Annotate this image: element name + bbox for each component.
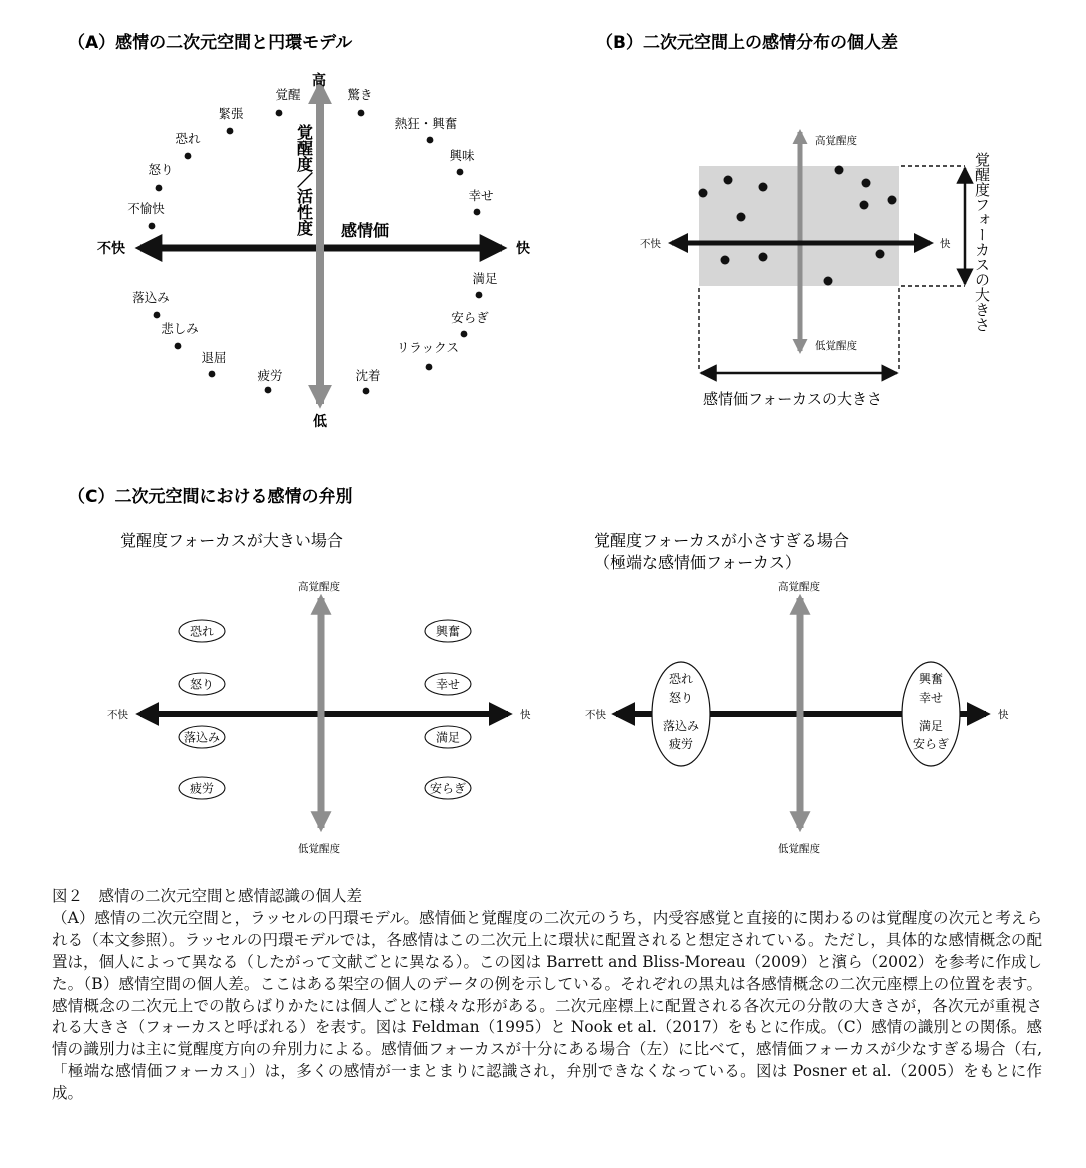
panel-b-data-point xyxy=(699,189,708,198)
panel-c-left-low: 低覚醒度 xyxy=(298,843,340,855)
panel-a-vertical-axis-label: 覚醒度／活性度 xyxy=(294,124,314,236)
emotion-dot xyxy=(227,128,234,135)
panel-c-left xyxy=(107,531,531,855)
panel-b-data-point xyxy=(737,213,746,222)
emotion-label: リラックス xyxy=(396,340,460,355)
panel-c-right-pos: 快 xyxy=(998,709,1009,721)
emotion-label: 落込み xyxy=(662,719,700,733)
emotion-label: 疲労 xyxy=(257,368,283,383)
panel-a-pos-label: 快 xyxy=(516,241,530,257)
emotion-dot xyxy=(154,312,161,319)
panel-b-data-point xyxy=(862,179,871,188)
panel-a-high-label: 高 xyxy=(312,73,326,89)
panel-c-right-high: 高覚醒度 xyxy=(778,581,820,593)
panel-c-right xyxy=(585,531,1009,855)
emotion-label: 興奮 xyxy=(435,624,461,639)
emotion-dot xyxy=(265,387,272,394)
emotion-label: 疲労 xyxy=(668,737,694,751)
emotion-label: 不愉快 xyxy=(127,201,165,216)
caption-body: （A）感情の二次元空間と，ラッセルの円環モデル。感情価と覚醒度の二次元のうち，内受容感覚と直接的に関わるのは覚醒度の次元と考えられる（本文参照）。ラッセルの円環モデルでは，各感情はこの二次元上に環状に配置されると想定されている。ただし，具体的な感情概念の配置は，個人によって異なる（したがって文献ごとに異なる）。この図は Barrett and Bliss-Moreau（2009）と濱ら（2002）を参考に作成した。（B）感情空間の個人差。ここはある架空の個人のデータの例を示している。それぞれの黒丸は各感情概念の二次元座標上の位置を表す。感情概念の二次元上での散らばりかたには個人ごとに様々な形がある。二次元座標上に配置される各次元の分散の大きさが，各次元が重視される大きさ（フォーカスと呼ばれる）を表す。図は Feldman（1995）と Nook et al.（2017）をもとに作成。（C）感情の識別との関係。感情の識別力は主に覚醒度方向の弁別力による。感情価フォーカスが十分にある場合（左）に比べて，感情価フォーカスが少なすぎる場合（右,「極端な感情価フォーカス」）は，多くの感情が一まとまりに認識され，弁別できなくなっている。図は Posner et al.（2005）をもとに作成。 xyxy=(52,908,1042,1103)
panel-b xyxy=(596,32,991,408)
panel-a-title: （A）感情の二次元空間と円環モデル xyxy=(68,33,353,53)
panel-c-left-neg: 不快 xyxy=(107,709,128,721)
emotion-label: 退屈 xyxy=(201,350,227,365)
emotion-label: 興味 xyxy=(449,148,475,163)
panel-b-data-point xyxy=(835,166,844,175)
emotion-dot xyxy=(209,371,216,378)
panel-c-right-neg: 不快 xyxy=(585,709,606,721)
panel-c-right-low: 低覚醒度 xyxy=(778,843,820,855)
caption-title: 図２ 感情の二次元空間と感情認識の個人差 xyxy=(52,887,363,905)
emotion-label: 覚醒 xyxy=(275,87,301,102)
panel-b-pos-label: 快 xyxy=(940,238,951,250)
panel-b-low-label: 低覚醒度 xyxy=(815,340,857,352)
panel-b-data-point xyxy=(876,250,885,259)
emotion-label: 幸せ xyxy=(468,188,494,203)
panel-a-low-label: 低 xyxy=(313,414,327,430)
figure-caption xyxy=(52,886,1042,1105)
panel-a xyxy=(68,32,530,430)
panel-b-v-focus-label: 覚醒度フォーカスの大きさ xyxy=(973,152,991,332)
panel-b-neg-label: 不快 xyxy=(640,238,661,250)
emotion-label: 安らぎ xyxy=(451,310,489,325)
emotion-label: 興奮 xyxy=(918,672,944,686)
emotion-label: 緊張 xyxy=(218,106,244,121)
emotion-label: 怒り xyxy=(148,162,174,177)
emotion-label: 満足 xyxy=(435,730,461,745)
emotion-label: 怒り xyxy=(668,691,694,705)
panel-c-title: （C）二次元空間における感情の弁別 xyxy=(68,487,353,507)
panel-c-right-heading-1: 覚醒度フォーカスが小さすぎる場合 xyxy=(594,531,849,550)
emotion-dot xyxy=(358,110,365,117)
emotion-dot xyxy=(276,110,283,117)
emotion-label: 熱狂・興奮 xyxy=(394,116,458,131)
panel-c-left-high: 高覚醒度 xyxy=(298,581,340,593)
panel-b-data-point xyxy=(721,256,730,265)
emotion-dot xyxy=(476,292,483,299)
emotion-label: 恐れ xyxy=(175,131,201,146)
emotion-label: 安らぎ xyxy=(912,737,950,751)
emotion-label: 恐れ xyxy=(189,624,215,639)
emotion-dot xyxy=(461,331,468,338)
panel-b-data-point xyxy=(860,201,869,210)
emotion-dot xyxy=(457,169,464,176)
panel-c-left-emotions xyxy=(179,620,471,799)
emotion-dot xyxy=(175,343,182,350)
emotion-label: 恐れ xyxy=(668,672,694,686)
emotion-dot xyxy=(149,223,156,230)
emotion-label: 怒り xyxy=(189,677,215,692)
panel-b-data-point xyxy=(759,183,768,192)
panel-b-h-focus-label: 感情価フォーカスの大きさ xyxy=(703,390,882,408)
panel-c-left-heading: 覚醒度フォーカスが大きい場合 xyxy=(120,531,343,550)
emotion-dot xyxy=(426,364,433,371)
panel-b-data-point xyxy=(824,277,833,286)
emotion-label: 幸せ xyxy=(435,677,461,692)
emotion-label: 沈着 xyxy=(355,368,381,383)
emotion-label: 満足 xyxy=(472,271,498,286)
emotion-label: 悲しみ xyxy=(161,321,199,336)
emotion-label: 落込み xyxy=(183,730,221,745)
panel-c-right-heading-2: （極端な感情価フォーカス） xyxy=(594,553,801,572)
emotion-dot xyxy=(363,388,370,395)
emotion-label: 落込み xyxy=(132,290,170,305)
panel-b-data-point xyxy=(724,176,733,185)
emotion-dot xyxy=(427,137,434,144)
panel-a-neg-label: 不快 xyxy=(97,241,125,257)
panel-b-title: （B）二次元空間上の感情分布の個人差 xyxy=(596,33,898,53)
emotion-label: 疲労 xyxy=(189,781,215,796)
panel-b-data-point xyxy=(759,253,768,262)
emotion-label: 驚き xyxy=(347,87,373,102)
emotion-label: 幸せ xyxy=(918,691,944,705)
panel-b-data-point xyxy=(888,196,897,205)
panel-a-horizontal-axis-label: 感情価 xyxy=(341,221,390,240)
emotion-dot xyxy=(474,209,481,216)
panel-b-high-label: 高覚醒度 xyxy=(815,135,857,147)
panel-c-left-pos: 快 xyxy=(520,709,531,721)
emotion-label: 満足 xyxy=(918,719,944,733)
panel-c xyxy=(68,486,1009,855)
emotion-dot xyxy=(185,153,192,160)
emotion-label: 安らぎ xyxy=(429,781,467,796)
emotion-dot xyxy=(156,185,163,192)
